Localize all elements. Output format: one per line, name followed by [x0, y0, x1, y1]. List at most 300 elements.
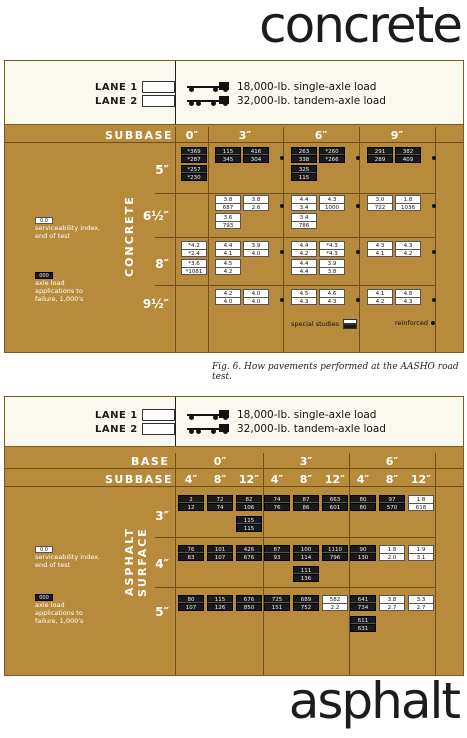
asphalt-key-applications: [35, 593, 105, 625]
lane2-value: 4.0: [243, 249, 269, 257]
lane1-value: 4.2: [215, 289, 241, 297]
lane1-value: 3.8: [215, 195, 241, 203]
value-pair: [395, 289, 421, 305]
concrete-cell: [367, 289, 425, 306]
lane2-value: 304: [243, 155, 269, 163]
asphalt-subbase-col: 8″: [213, 473, 227, 486]
value-pair: [367, 195, 393, 211]
value-pair: [291, 147, 317, 163]
lane2-value: 722: [367, 203, 393, 211]
lane2-value: 4.2: [395, 249, 421, 257]
lane1-value: 4.5: [215, 259, 241, 267]
lane2-value: 676: [236, 553, 262, 561]
lane2-value: 12: [178, 503, 204, 511]
asphalt-cell: [379, 595, 405, 612]
lane2-value: 4.0: [215, 297, 241, 305]
reinforced-dot-icon: [432, 204, 436, 208]
asphalt-row-3: 3″: [155, 509, 169, 523]
asphalt-cell: [350, 545, 376, 562]
concrete-key-serviceability: [35, 216, 105, 240]
lane1-value: 90: [350, 545, 376, 553]
lane2-row: [95, 95, 175, 107]
lane2-value: 2.0: [379, 553, 405, 561]
lane2-value: 631: [350, 624, 376, 632]
asphalt-base-6: 6″: [385, 455, 399, 468]
asphalt-base-0: 0″: [213, 455, 227, 468]
lane1-value: 3.0: [367, 195, 393, 203]
concrete-subbase-label: SUBBASE: [105, 129, 174, 142]
lane1-value: 582: [322, 595, 348, 603]
value-pair: [367, 241, 393, 257]
concrete-cell: [367, 195, 425, 212]
value-pair: [236, 495, 262, 511]
lane1-value: 100: [293, 545, 319, 553]
lane2-value: 1036: [395, 203, 421, 211]
lane1-value: 74: [264, 495, 290, 503]
asphalt-base-label: BASE: [131, 455, 170, 468]
value-pair: [319, 147, 345, 163]
concrete-cell: [291, 289, 349, 306]
asphalt-single-axle-truck-icon: [187, 410, 229, 420]
value-pair: [181, 165, 207, 181]
lane1-value: 4.4: [291, 241, 317, 249]
lane1-value: 3.8: [243, 195, 269, 203]
special-studies-note: [291, 319, 357, 329]
value-pair: [350, 616, 376, 632]
lane2-value: 4.2: [215, 267, 241, 275]
asphalt-cell: [293, 545, 319, 583]
value-pair: [367, 289, 393, 305]
asphalt-cell: [293, 495, 319, 512]
asphalt-cell: [236, 495, 262, 533]
value-pair: [215, 289, 241, 305]
reinforced-dot-icon: [356, 204, 360, 208]
lane1-value: 4.5: [291, 289, 317, 297]
reinforced-dot-icon: [356, 298, 360, 302]
asphalt-cell: [236, 545, 262, 562]
lane2-value: 687: [215, 203, 241, 211]
lane2-value: 136: [293, 574, 319, 582]
key-black-swatch: 000: [35, 272, 53, 279]
lane1-value: 2: [178, 495, 204, 503]
value-pair: [293, 495, 319, 511]
concrete-vline-3: [359, 127, 360, 352]
asphalt-vline-1: [263, 453, 264, 675]
value-pair: [243, 289, 269, 305]
lane2-value: 570: [379, 503, 405, 511]
asphalt-cell: [207, 595, 233, 612]
value-pair: [379, 495, 405, 511]
asphalt-tandem-axle-row: [187, 423, 386, 435]
value-pair: [322, 495, 348, 511]
concrete-hline-3: [155, 285, 435, 286]
value-pair: [379, 545, 405, 561]
value-pair: [207, 495, 233, 511]
lane2-value: 345: [215, 155, 241, 163]
concrete-cell: [215, 289, 273, 306]
lane2-value: 793: [215, 221, 241, 229]
reinforced-dot-icon: [432, 250, 436, 254]
lane1-value: *369: [181, 147, 207, 155]
concrete-cell: [181, 241, 209, 276]
asphalt-tandem-axle-truck-icon: [187, 424, 229, 434]
asphalt-cell: [379, 495, 405, 512]
single-axle-label: 18,000-lb. single-axle load: [237, 81, 377, 93]
tandem-axle-row: [187, 95, 386, 107]
lane1-value: 72: [207, 495, 233, 503]
concrete-side-label: CONCRETE: [123, 195, 136, 277]
legend-divider: [175, 61, 176, 124]
concrete-hline-2: [155, 237, 435, 238]
value-pair: [207, 545, 233, 561]
value-pair: [395, 241, 421, 257]
lane1-value: 76: [178, 545, 204, 553]
lane1-value: 4.8: [395, 289, 421, 297]
value-pair: [291, 195, 317, 211]
special-studies-label: special studies: [291, 320, 340, 328]
lane2-value: 74: [207, 503, 233, 511]
lane1-value: *4.3: [319, 241, 345, 249]
asphalt-row-4: 4″: [155, 557, 169, 571]
concrete-cell: [291, 241, 349, 276]
lane2-value: 4.3: [291, 297, 317, 305]
value-pair: [215, 195, 241, 211]
concrete-cell: [215, 195, 273, 230]
concrete-key-applications: [35, 271, 105, 303]
lane2-value: 4.3: [319, 297, 345, 305]
value-pair: [236, 516, 262, 532]
asphalt-base-3: 3″: [299, 455, 313, 468]
asphalt-cell: [207, 495, 233, 512]
lane2-value: 850: [236, 603, 262, 611]
concrete-row-5: 5″: [155, 163, 169, 177]
asphalt-legend: [5, 397, 463, 447]
lane1-value: 4.4: [291, 259, 317, 267]
asphalt-cell: [207, 545, 233, 562]
value-pair: [264, 595, 290, 611]
lane2-value: *230: [181, 173, 207, 181]
concrete-title: concrete: [259, 0, 461, 54]
key-white-text: serviceability index, end of test: [35, 224, 101, 240]
lane2-value: 126: [207, 603, 233, 611]
concrete-col-6: 6″: [314, 129, 328, 142]
key-white-swatch: 0.0: [35, 217, 53, 224]
value-pair: [408, 595, 434, 611]
lane1-label: LANE 1: [95, 81, 138, 93]
asphalt-hline-2: [155, 587, 435, 588]
lane2-value: 83: [178, 553, 204, 561]
value-pair: [243, 195, 269, 211]
value-pair: [319, 241, 345, 257]
lane1-value: 291: [367, 147, 393, 155]
lane1-value: 101: [207, 545, 233, 553]
lane1-value: 111: [293, 566, 319, 574]
concrete-cell: [367, 241, 425, 258]
lane1-value: 1.8: [408, 495, 434, 503]
concrete-vline-4: [435, 127, 436, 352]
value-pair: [293, 595, 319, 611]
asphalt-cell: [408, 495, 434, 512]
lane2-value: 4.2: [291, 249, 317, 257]
value-pair: [215, 241, 241, 257]
asphalt-vline-3: [435, 453, 436, 675]
asphalt-cell: [178, 545, 204, 562]
asphalt-title: asphalt: [288, 672, 459, 730]
asphalt-hline-1: [155, 537, 435, 538]
lane1-value: 3.4: [291, 213, 317, 221]
tandem-axle-label: 32,000-lb. tandem-axle load: [237, 95, 386, 107]
lane1-value: 87: [264, 545, 290, 553]
lane1-value: 3.6: [215, 213, 241, 221]
lane1-value: 4.4: [291, 195, 317, 203]
lane1-value: 115: [207, 595, 233, 603]
value-pair: [379, 595, 405, 611]
concrete-row-9-5: 9½″: [142, 297, 169, 311]
value-pair: [181, 241, 207, 257]
asphalt-key-black-text: axle load applications to failure, 1,000's: [35, 601, 84, 625]
reinforced-dot-icon: [280, 204, 284, 208]
lane1-value: 97: [379, 495, 405, 503]
lane1-value: 725: [264, 595, 290, 603]
asphalt-vline-2: [349, 453, 350, 675]
value-pair: [215, 259, 241, 275]
reinforced-dot-icon: [356, 250, 360, 254]
lane1-value: 115: [236, 516, 262, 524]
lane2-value: 151: [264, 603, 290, 611]
reinforced-dot-icon: [280, 250, 284, 254]
lane1-value: 80: [178, 595, 204, 603]
lane1-value: 263: [291, 147, 317, 155]
asphalt-cell: [350, 595, 376, 633]
concrete-cell: [367, 147, 425, 164]
concrete-cell: [215, 241, 273, 276]
lane2-value: 1000: [319, 203, 345, 211]
lane1-value: 689: [293, 595, 319, 603]
lane1-value: 4.4: [215, 241, 241, 249]
asphalt-cell: [350, 495, 376, 512]
lane2-value: *287: [181, 155, 207, 163]
lane2-value: 289: [367, 155, 393, 163]
value-pair: [319, 259, 345, 275]
asphalt-key-black-swatch: 000: [35, 594, 53, 601]
asphalt-lane2-row: [95, 423, 175, 435]
value-pair: [215, 213, 241, 229]
concrete-vline-label: [175, 127, 176, 352]
asphalt-side-label: ASPHALT SURFACE: [123, 527, 149, 597]
asphalt-chart: [4, 396, 464, 676]
value-pair: [350, 545, 376, 561]
value-pair: [291, 241, 317, 257]
concrete-chart: [4, 60, 464, 353]
lane2-value: *1081: [181, 267, 207, 275]
asphalt-tandem-axle-label: 32,000-lb. tandem-axle load: [237, 423, 386, 435]
asphalt-legend-divider: [175, 397, 176, 446]
asphalt-lane1-label: LANE 1: [95, 409, 138, 421]
value-pair: [293, 545, 319, 561]
lane1-swatch: [142, 81, 175, 93]
lane2-value: 106: [236, 503, 262, 511]
lane2-value: 107: [178, 603, 204, 611]
reinforced-note: [395, 319, 435, 327]
asphalt-cell: [264, 545, 290, 562]
asphalt-cell: [322, 545, 348, 562]
lane1-value: 87: [293, 495, 319, 503]
lane2-value: 4.4: [291, 267, 317, 275]
lane2-value: 115: [291, 173, 317, 181]
lane1-value: *4.2: [181, 241, 207, 249]
value-pair: [291, 213, 317, 229]
lane1-value: 4.0: [243, 289, 269, 297]
lane1-value: 82: [236, 495, 262, 503]
asphalt-cell: [236, 595, 262, 612]
lane1-value: 115: [215, 147, 241, 155]
value-pair: [395, 195, 421, 211]
reinforced-dot-icon: [356, 156, 360, 160]
value-pair: [293, 566, 319, 582]
lane2-value: 618: [408, 503, 434, 511]
lane2-value: 4.1: [215, 249, 241, 257]
value-pair: [264, 545, 290, 561]
lane1-value: *260: [319, 147, 345, 155]
lane1-value: 4.3: [367, 241, 393, 249]
value-pair: [181, 147, 207, 163]
asphalt-cell: [379, 545, 405, 562]
lane2-value: *2.4: [181, 249, 207, 257]
lane1-value: 3.9: [319, 259, 345, 267]
value-pair: [350, 495, 376, 511]
reinforced-dot-icon: [280, 156, 284, 160]
asphalt-lane1-row: [95, 409, 175, 421]
lane1-value: 325: [291, 165, 317, 173]
value-pair: [408, 495, 434, 511]
lane2-value: 2.7: [379, 603, 405, 611]
reinforced-dot-icon: [432, 156, 436, 160]
reinforced-dot-icon: [432, 298, 436, 302]
lane1-value: 3.9: [243, 241, 269, 249]
lane1-value: 416: [243, 147, 269, 155]
lane1-value: 1.8: [379, 545, 405, 553]
lane1-value: 3.8: [379, 595, 405, 603]
asphalt-single-axle-row: [187, 409, 376, 421]
concrete-row-6-5: 6½″: [142, 209, 169, 223]
special-studies-swatch: [343, 319, 357, 329]
concrete-vline-2: [283, 127, 284, 352]
concrete-legend: [5, 61, 463, 125]
asphalt-subbase-col: 4″: [356, 473, 370, 486]
lane2-value: *266: [319, 155, 345, 163]
figure-caption: Fig. 6. How pavements performed at the AASHO road test.: [212, 362, 459, 382]
lane2-value: *4.3: [319, 249, 345, 257]
value-pair: [178, 595, 204, 611]
value-pair: [408, 545, 434, 561]
lane1-value: 641: [350, 595, 376, 603]
value-pair: [322, 545, 348, 561]
lane2-label: LANE 2: [95, 95, 138, 107]
concrete-cell: [215, 147, 273, 164]
concrete-subbase-header: [5, 127, 463, 143]
concrete-hline-1: [155, 193, 435, 194]
asphalt-cell: [408, 545, 434, 562]
asphalt-cell: [178, 595, 204, 612]
concrete-col-0: 0″: [185, 129, 199, 142]
lane2-value: 786: [291, 221, 317, 229]
lane1-value: *257: [181, 165, 207, 173]
value-pair: [395, 147, 421, 163]
value-pair: [181, 259, 207, 275]
asphalt-cell: [322, 595, 348, 612]
lane2-value: 2.6: [243, 203, 269, 211]
concrete-cell: [291, 195, 349, 230]
lane1-value: 426: [236, 545, 262, 553]
asphalt-cell: [408, 595, 434, 612]
asphalt-subbase-col: 8″: [299, 473, 313, 486]
value-pair: [350, 595, 376, 611]
lane2-value: 4.3: [395, 297, 421, 305]
asphalt-vline-label: [175, 453, 176, 675]
lane2-value: 409: [395, 155, 421, 163]
lane2-value: 107: [207, 553, 233, 561]
lane2-value: 3.1: [408, 553, 434, 561]
asphalt-lane2-swatch: [142, 423, 175, 435]
single-axle-row: [187, 81, 376, 93]
value-pair: [243, 147, 269, 163]
asphalt-base-header: [5, 453, 463, 469]
single-axle-truck-icon: [187, 82, 229, 92]
reinforced-dot-icon: [280, 298, 284, 302]
asphalt-cell: [322, 495, 348, 512]
asphalt-subbase-col: 4″: [184, 473, 198, 486]
lane2-value: 2.7: [408, 603, 434, 611]
value-pair: [264, 495, 290, 511]
concrete-cell: [291, 147, 349, 182]
lane1-value: 1.9: [408, 545, 434, 553]
asphalt-subbase-col: 8″: [385, 473, 399, 486]
value-pair: [322, 595, 348, 611]
value-pair: [291, 259, 317, 275]
asphalt-lane2-label: LANE 2: [95, 423, 138, 435]
value-pair: [319, 195, 345, 211]
lane1-value: 4.3: [319, 195, 345, 203]
lane1-value: 4.6: [319, 289, 345, 297]
asphalt-subbase-col: 12″: [324, 473, 346, 486]
lane2-value: 3.8: [319, 267, 345, 275]
value-pair: [367, 147, 393, 163]
value-pair: [178, 545, 204, 561]
lane1-value: 4.3: [395, 241, 421, 249]
tandem-axle-truck-icon: [187, 96, 229, 106]
lane2-value: 4.1: [367, 249, 393, 257]
asphalt-lane1-swatch: [142, 409, 175, 421]
lane2-swatch: [142, 95, 175, 107]
lane2-value: 338: [291, 155, 317, 163]
value-pair: [291, 289, 317, 305]
value-pair: [236, 545, 262, 561]
concrete-col-9: 9″: [390, 129, 404, 142]
lane2-value: 2.2: [322, 603, 348, 611]
lane2-value: 796: [322, 553, 348, 561]
asphalt-subbase-col: 12″: [238, 473, 260, 486]
asphalt-key-white-swatch: 0.0: [35, 546, 53, 553]
value-pair: [319, 289, 345, 305]
reinforced-label: reinforced: [395, 319, 428, 327]
asphalt-cell: [264, 495, 290, 512]
value-pair: [215, 147, 241, 163]
value-pair: [243, 241, 269, 257]
concrete-row-8: 8″: [155, 257, 169, 271]
asphalt-cell: [264, 595, 290, 612]
lane2-value: 93: [264, 553, 290, 561]
lane2-value: 601: [322, 503, 348, 511]
